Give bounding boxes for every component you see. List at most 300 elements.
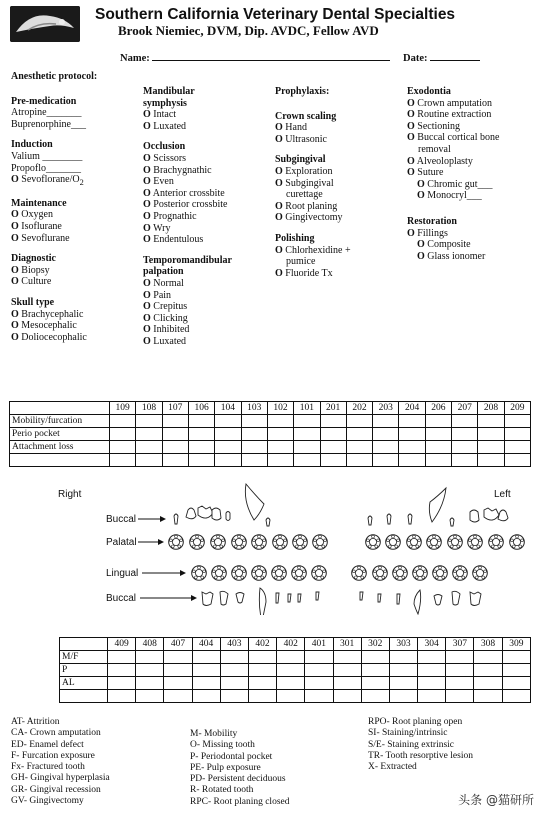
entry-cell[interactable]: [162, 428, 188, 441]
posterior-crossbite-item[interactable]: O Posterior crossbite: [143, 199, 228, 211]
entry-cell[interactable]: [373, 428, 399, 441]
entry-cell[interactable]: [389, 664, 417, 677]
entry-cell[interactable]: [504, 428, 530, 441]
prophylaxis-heading: Prophylaxis:: [275, 86, 330, 97]
routine-extraction-item[interactable]: O Routine extraction: [407, 109, 492, 121]
entry-cell[interactable]: [320, 441, 346, 454]
legend-column-3: [368, 717, 473, 773]
entry-cell[interactable]: [504, 454, 530, 467]
checkbox-circle[interactable]: O: [143, 120, 151, 132]
entry-cell[interactable]: [110, 415, 136, 428]
name-field[interactable]: [120, 51, 390, 64]
upper-corner-cell: [10, 402, 110, 415]
monocryl-item[interactable]: O Monocryl___: [417, 190, 482, 202]
entry-cell[interactable]: [267, 441, 293, 454]
table-row: [10, 454, 531, 467]
entry-cell[interactable]: [277, 690, 305, 703]
inhibited-item[interactable]: O Inhibited: [143, 324, 190, 336]
entry-cell[interactable]: [346, 415, 372, 428]
checkbox-circle[interactable]: O: [143, 301, 151, 313]
atropine-item[interactable]: Atropine_______: [11, 107, 82, 119]
composite-item[interactable]: O Composite: [417, 239, 471, 251]
pumice-line: pumice: [286, 256, 316, 268]
entry-cell[interactable]: [241, 428, 267, 441]
entry-cell[interactable]: [478, 415, 504, 428]
prophylaxis-column: [275, 86, 351, 279]
entry-cell[interactable]: [346, 428, 372, 441]
entry-cell[interactable]: [215, 428, 241, 441]
entry-cell[interactable]: [504, 415, 530, 428]
tooth-number-header: 107: [162, 402, 188, 415]
intact-item[interactable]: O Intact: [143, 109, 177, 121]
entry-cell[interactable]: [220, 651, 248, 664]
entry-cell[interactable]: [418, 677, 446, 690]
checkbox-circle[interactable]: O: [11, 174, 19, 186]
propoflo-item[interactable]: Propoflo_______: [11, 162, 81, 174]
tooth-number-header: 203: [373, 402, 399, 415]
checkbox-circle[interactable]: O: [417, 190, 425, 202]
entry-cell[interactable]: [361, 690, 389, 703]
maintenance-heading: Maintenance: [11, 197, 67, 209]
checkbox-circle[interactable]: O: [11, 276, 19, 288]
entry-cell[interactable]: [373, 415, 399, 428]
legend-item: M- Mobility: [190, 729, 238, 739]
lower-header-row: [60, 638, 531, 651]
biopsy-item[interactable]: O Biopsy: [11, 264, 50, 276]
checkbox-circle[interactable]: O: [275, 177, 283, 189]
induction-heading: Induction: [11, 139, 53, 151]
checkbox-circle[interactable]: O: [143, 324, 151, 336]
row-label: AL: [60, 677, 108, 690]
anesthetic-column: [11, 71, 97, 343]
date-field[interactable]: [403, 51, 480, 64]
alveoloplasty-item[interactable]: O Alveoloplasty: [407, 155, 473, 167]
entry-cell[interactable]: [241, 441, 267, 454]
entry-cell[interactable]: [136, 428, 162, 441]
upper-right-buccal-teeth: [174, 484, 270, 526]
entry-cell[interactable]: [478, 428, 504, 441]
entry-cell[interactable]: [294, 454, 320, 467]
entry-cell[interactable]: [333, 651, 361, 664]
fillings-item[interactable]: O Fillings: [407, 227, 448, 239]
table-row: [60, 664, 531, 677]
tooth-number-header: 408: [136, 638, 164, 651]
entry-cell[interactable]: [333, 677, 361, 690]
ultrasonic-item[interactable]: O Ultrasonic: [275, 133, 327, 145]
entry-cell[interactable]: [478, 454, 504, 467]
legend-item: RPC- Root planing closed: [190, 796, 290, 807]
entry-cell[interactable]: [504, 441, 530, 454]
entry-cell[interactable]: [389, 677, 417, 690]
entry-cell[interactable]: [162, 441, 188, 454]
legend-item: F- Furcation exposure: [11, 750, 95, 761]
entry-cell[interactable]: [478, 441, 504, 454]
name-label: Name:: [120, 53, 150, 64]
row-label: Perio pocket: [10, 428, 110, 441]
mesocephalic-item[interactable]: O Mesocephalic: [11, 320, 77, 332]
root-planing-item[interactable]: O Root planing: [275, 200, 338, 212]
entry-cell[interactable]: [474, 651, 502, 664]
entry-cell[interactable]: [502, 664, 530, 677]
luxated-item[interactable]: O Luxated: [143, 120, 187, 132]
entry-cell[interactable]: [164, 664, 192, 677]
prognathic-item[interactable]: O Prognathic: [143, 210, 197, 222]
checkbox-circle[interactable]: O: [11, 320, 19, 332]
date-label: Date:: [403, 53, 428, 64]
skull-type-heading: Skull type: [11, 296, 55, 308]
checkbox-circle[interactable]: O: [143, 152, 151, 164]
entry-cell[interactable]: [164, 677, 192, 690]
entry-cell[interactable]: [446, 664, 474, 677]
entry-cell[interactable]: [192, 690, 220, 703]
entry-cell[interactable]: [220, 664, 248, 677]
entry-cell[interactable]: [361, 664, 389, 677]
tmj-luxated-item[interactable]: O Luxated: [143, 335, 187, 347]
sevoflurane-item[interactable]: O Sevoflurane: [11, 232, 70, 244]
checkbox-circle[interactable]: O: [11, 209, 19, 221]
right-label: Right: [58, 489, 82, 500]
tooth-number-header: 108: [136, 402, 162, 415]
entry-cell[interactable]: [277, 664, 305, 677]
entry-cell[interactable]: [452, 428, 478, 441]
checkbox-circle[interactable]: O: [407, 97, 415, 109]
culture-item[interactable]: O Culture: [11, 276, 52, 288]
premed-heading: Pre-medication: [11, 95, 77, 107]
crepitus-item[interactable]: O Crepitus: [143, 301, 188, 313]
entry-cell[interactable]: [305, 677, 333, 690]
tooth-number-header: 209: [504, 402, 530, 415]
entry-cell[interactable]: [277, 677, 305, 690]
entry-cell[interactable]: [110, 428, 136, 441]
legend-item: O- Missing tooth: [190, 740, 255, 751]
legend-item: PD- Persistent deciduous: [190, 774, 286, 785]
entry-cell[interactable]: [136, 677, 164, 690]
entry-cell[interactable]: [188, 454, 214, 467]
suture-item[interactable]: O Suture: [407, 167, 444, 179]
entry-cell[interactable]: [373, 441, 399, 454]
entry-cell[interactable]: [294, 441, 320, 454]
tooth-number-header: 402: [277, 638, 305, 651]
entry-cell[interactable]: [474, 677, 502, 690]
tooth-number-header: 401: [305, 638, 333, 651]
checkbox-circle[interactable]: O: [407, 155, 415, 167]
entry-cell[interactable]: [425, 428, 451, 441]
table-row: [10, 441, 531, 454]
table-row: [60, 651, 531, 664]
entry-cell[interactable]: [192, 664, 220, 677]
entry-cell[interactable]: [399, 454, 425, 467]
checkbox-circle[interactable]: O: [275, 133, 283, 145]
entry-cell[interactable]: [248, 651, 276, 664]
checkbox-circle[interactable]: O: [143, 312, 151, 324]
entry-cell[interactable]: [215, 415, 241, 428]
entry-cell[interactable]: [164, 651, 192, 664]
entry-cell[interactable]: [215, 454, 241, 467]
entry-cell[interactable]: [277, 651, 305, 664]
checkbox-circle[interactable]: O: [407, 132, 415, 144]
entry-cell[interactable]: [267, 454, 293, 467]
entry-cell[interactable]: [361, 677, 389, 690]
palatal-occlusal-row: [169, 535, 525, 550]
date-line[interactable]: [430, 51, 480, 61]
entry-cell[interactable]: [110, 441, 136, 454]
tooth-number-header: 109: [110, 402, 136, 415]
lower-corner-cell: [60, 638, 108, 651]
entry-cell[interactable]: [446, 677, 474, 690]
name-line[interactable]: [152, 51, 390, 61]
entry-cell[interactable]: [502, 651, 530, 664]
entry-cell[interactable]: [346, 454, 372, 467]
entry-cell[interactable]: [320, 454, 346, 467]
entry-cell[interactable]: [346, 441, 372, 454]
entry-cell[interactable]: [320, 428, 346, 441]
entry-cell[interactable]: [474, 664, 502, 677]
checkbox-circle[interactable]: O: [143, 210, 151, 222]
checkbox-circle[interactable]: O: [417, 178, 425, 190]
entry-cell[interactable]: [108, 651, 136, 664]
legend-item: Fx- Fractured tooth: [11, 762, 85, 773]
tooth-number-header: 407: [164, 638, 192, 651]
even-item[interactable]: O Even: [143, 176, 174, 188]
legend-column-1: [11, 717, 110, 807]
entry-cell[interactable]: [425, 441, 451, 454]
entry-cell[interactable]: [248, 677, 276, 690]
entry-cell[interactable]: [267, 415, 293, 428]
tooth-number-header: 204: [399, 402, 425, 415]
checkbox-circle[interactable]: O: [143, 289, 151, 301]
brachycephalic-item[interactable]: O Brachycephalic: [11, 308, 84, 320]
entry-cell[interactable]: [188, 441, 214, 454]
isoflurane-item[interactable]: O Isoflurane: [11, 220, 62, 232]
entry-cell[interactable]: [418, 664, 446, 677]
entry-cell[interactable]: [305, 651, 333, 664]
diagnostic-heading: Diagnostic: [11, 253, 56, 265]
checkbox-circle[interactable]: O: [143, 222, 151, 234]
checkbox-circle[interactable]: O: [407, 167, 415, 179]
chromic-gut-item[interactable]: O Chromic gut___: [417, 178, 493, 190]
anterior-crossbite-item[interactable]: O Anterior crossbite: [143, 187, 225, 199]
entry-cell[interactable]: [136, 415, 162, 428]
tooth-number-header: 307: [446, 638, 474, 651]
checkbox-circle[interactable]: O: [143, 234, 151, 246]
legend-item: R- Rotated tooth: [190, 785, 254, 796]
glass-ionomer-item[interactable]: O Glass ionomer: [417, 250, 486, 262]
entry-cell[interactable]: [241, 415, 267, 428]
tooth-number-header: 208: [478, 402, 504, 415]
checkbox-circle[interactable]: O: [11, 232, 19, 244]
tooth-number-header: 403: [220, 638, 248, 651]
legend-item: CA- Crown amputation: [11, 728, 101, 739]
entry-cell[interactable]: [162, 415, 188, 428]
entry-cell[interactable]: [220, 677, 248, 690]
checkbox-circle[interactable]: O: [407, 120, 415, 132]
pain-item[interactable]: O Pain: [143, 289, 172, 301]
entry-cell[interactable]: [136, 690, 164, 703]
entry-cell[interactable]: [399, 428, 425, 441]
crown-amputation-item[interactable]: O Crown amputation: [407, 97, 492, 109]
checkbox-circle[interactable]: O: [275, 165, 283, 177]
entry-cell[interactable]: [136, 454, 162, 467]
tooth-number-header: 409: [108, 638, 136, 651]
table-row: [10, 415, 531, 428]
mandibular-heading: Mandibular symphysis: [143, 86, 195, 109]
entry-cell[interactable]: [452, 454, 478, 467]
watermark: 头条 @猫研所: [458, 793, 534, 807]
checkbox-circle[interactable]: O: [275, 212, 283, 224]
buprenorphine-item[interactable]: Buprenorphine___: [11, 118, 86, 130]
entry-cell[interactable]: [474, 690, 502, 703]
chlorhexidine-item[interactable]: O Chlorhexidine +: [275, 244, 351, 256]
lingual-occlusal-row: [192, 566, 488, 581]
valium-item[interactable]: Valium ________: [11, 150, 83, 162]
checkbox-circle[interactable]: O: [143, 164, 151, 176]
exodontia-heading: Exodontia: [407, 86, 451, 97]
entry-cell[interactable]: [452, 415, 478, 428]
entry-cell[interactable]: [164, 690, 192, 703]
checkbox-circle[interactable]: O: [143, 109, 151, 121]
fluoride-item[interactable]: O Fluoride Tx: [275, 267, 333, 279]
row-label: Attachment loss: [10, 441, 110, 454]
occlusion-heading: Occlusion: [143, 141, 186, 153]
legend-item: ED- Enamel defect: [11, 739, 84, 750]
restoration-heading: Restoration: [407, 215, 457, 227]
entry-cell[interactable]: [188, 428, 214, 441]
row-label: [60, 690, 108, 703]
checkbox-circle[interactable]: O: [407, 227, 415, 239]
entry-cell[interactable]: [320, 415, 346, 428]
buccal-cortical-item[interactable]: O Buccal cortical bone: [407, 132, 500, 144]
entry-cell[interactable]: [192, 677, 220, 690]
gingivectomy-item[interactable]: O Gingivectomy: [275, 212, 343, 224]
checkbox-circle[interactable]: O: [275, 122, 283, 134]
brachygnathic-item[interactable]: O Brachygnathic: [143, 164, 212, 176]
legend-item: X- Extracted: [368, 762, 417, 773]
entry-cell[interactable]: [162, 454, 188, 467]
entry-cell[interactable]: [241, 454, 267, 467]
checkbox-circle[interactable]: O: [143, 199, 151, 211]
legend-item: TR- Tooth resorptive lesion: [368, 750, 473, 761]
entry-cell[interactable]: [136, 441, 162, 454]
entry-cell[interactable]: [373, 454, 399, 467]
entry-cell[interactable]: [220, 690, 248, 703]
entry-cell[interactable]: [425, 415, 451, 428]
entry-cell[interactable]: [108, 664, 136, 677]
crown-scaling-heading: Crown scaling: [275, 110, 337, 122]
entry-cell[interactable]: [136, 651, 164, 664]
upper-left-buccal-teeth: [368, 488, 508, 526]
checkbox-circle[interactable]: O: [275, 267, 283, 279]
entry-cell[interactable]: [136, 664, 164, 677]
entry-cell[interactable]: [389, 690, 417, 703]
subgingival-curettage-item[interactable]: O Subgingival: [275, 177, 334, 189]
checkbox-circle[interactable]: O: [143, 335, 151, 347]
checkbox-circle[interactable]: O: [143, 176, 151, 188]
checkbox-circle[interactable]: O: [11, 220, 19, 232]
legend-item: RPO- Root planing open: [368, 717, 463, 727]
entry-cell[interactable]: [192, 651, 220, 664]
tooth-number-header: 102: [267, 402, 293, 415]
tooth-number-header: 308: [474, 638, 502, 651]
normal-item[interactable]: O Normal: [143, 277, 184, 289]
checkbox-circle[interactable]: O: [11, 264, 19, 276]
checkbox-circle[interactable]: O: [143, 187, 151, 199]
sectioning-item[interactable]: O Sectioning: [407, 120, 461, 132]
checkbox-circle[interactable]: O: [417, 250, 425, 262]
table-row: [60, 690, 531, 703]
exploration-item[interactable]: O Exploration: [275, 165, 333, 177]
row-label: M/F: [60, 651, 108, 664]
lower-right-buccal-teeth: [202, 588, 319, 615]
tooth-number-header: 404: [192, 638, 220, 651]
checkbox-circle[interactable]: O: [143, 277, 151, 289]
entry-cell[interactable]: [418, 690, 446, 703]
endentulous-item[interactable]: O Endentulous: [143, 234, 204, 246]
checkbox-circle[interactable]: O: [275, 244, 283, 256]
doliocecophalic-item[interactable]: O Doliocecophalic: [11, 331, 87, 343]
checkbox-circle[interactable]: O: [11, 331, 19, 343]
sevoflorane-item[interactable]: O Sevoflorane/$O_2$: [11, 174, 84, 188]
entry-cell[interactable]: [294, 415, 320, 428]
entry-cell[interactable]: [502, 677, 530, 690]
entry-cell[interactable]: [305, 690, 333, 703]
occlusion-column: [143, 86, 232, 347]
checkbox-circle[interactable]: O: [11, 308, 19, 320]
buccal-top-label: Buccal: [106, 514, 137, 525]
entry-cell[interactable]: [399, 441, 425, 454]
entry-cell[interactable]: [110, 454, 136, 467]
clinic-logo: [10, 6, 80, 42]
entry-cell[interactable]: [333, 664, 361, 677]
entry-cell[interactable]: [502, 690, 530, 703]
oxygen-item[interactable]: O Oxygen: [11, 209, 53, 221]
entry-cell[interactable]: [425, 454, 451, 467]
lower-left-buccal-teeth: [360, 590, 481, 614]
tooth-number-header: 207: [452, 402, 478, 415]
entry-cell[interactable]: [305, 664, 333, 677]
checkbox-circle[interactable]: O: [407, 109, 415, 121]
upper-perio-table: [9, 401, 531, 467]
wry-item[interactable]: O Wry: [143, 222, 171, 234]
lingual-label: Lingual: [106, 568, 139, 579]
entry-cell[interactable]: [188, 415, 214, 428]
row-label: [10, 454, 110, 467]
entry-cell[interactable]: [452, 441, 478, 454]
lower-perio-table: [59, 637, 531, 703]
entry-cell[interactable]: [446, 690, 474, 703]
entry-cell[interactable]: [248, 690, 276, 703]
upper-header-row: [10, 402, 531, 415]
checkbox-circle[interactable]: O: [275, 200, 283, 212]
entry-cell[interactable]: [267, 428, 293, 441]
entry-cell[interactable]: [294, 428, 320, 441]
entry-cell[interactable]: [361, 651, 389, 664]
clicking-item[interactable]: O Clicking: [143, 312, 188, 324]
hand-item[interactable]: O Hand: [275, 122, 307, 134]
entry-cell[interactable]: [389, 651, 417, 664]
entry-cell[interactable]: [215, 441, 241, 454]
entry-cell[interactable]: [446, 651, 474, 664]
entry-cell[interactable]: [248, 664, 276, 677]
palatal-label: Palatal: [106, 537, 137, 548]
entry-cell[interactable]: [108, 690, 136, 703]
entry-cell[interactable]: [333, 690, 361, 703]
tooth-number-header: 303: [389, 638, 417, 651]
checkbox-circle[interactable]: O: [417, 239, 425, 251]
entry-cell[interactable]: [108, 677, 136, 690]
entry-cell[interactable]: [399, 415, 425, 428]
entry-cell[interactable]: [418, 651, 446, 664]
scissors-item[interactable]: O Scissors: [143, 152, 187, 164]
